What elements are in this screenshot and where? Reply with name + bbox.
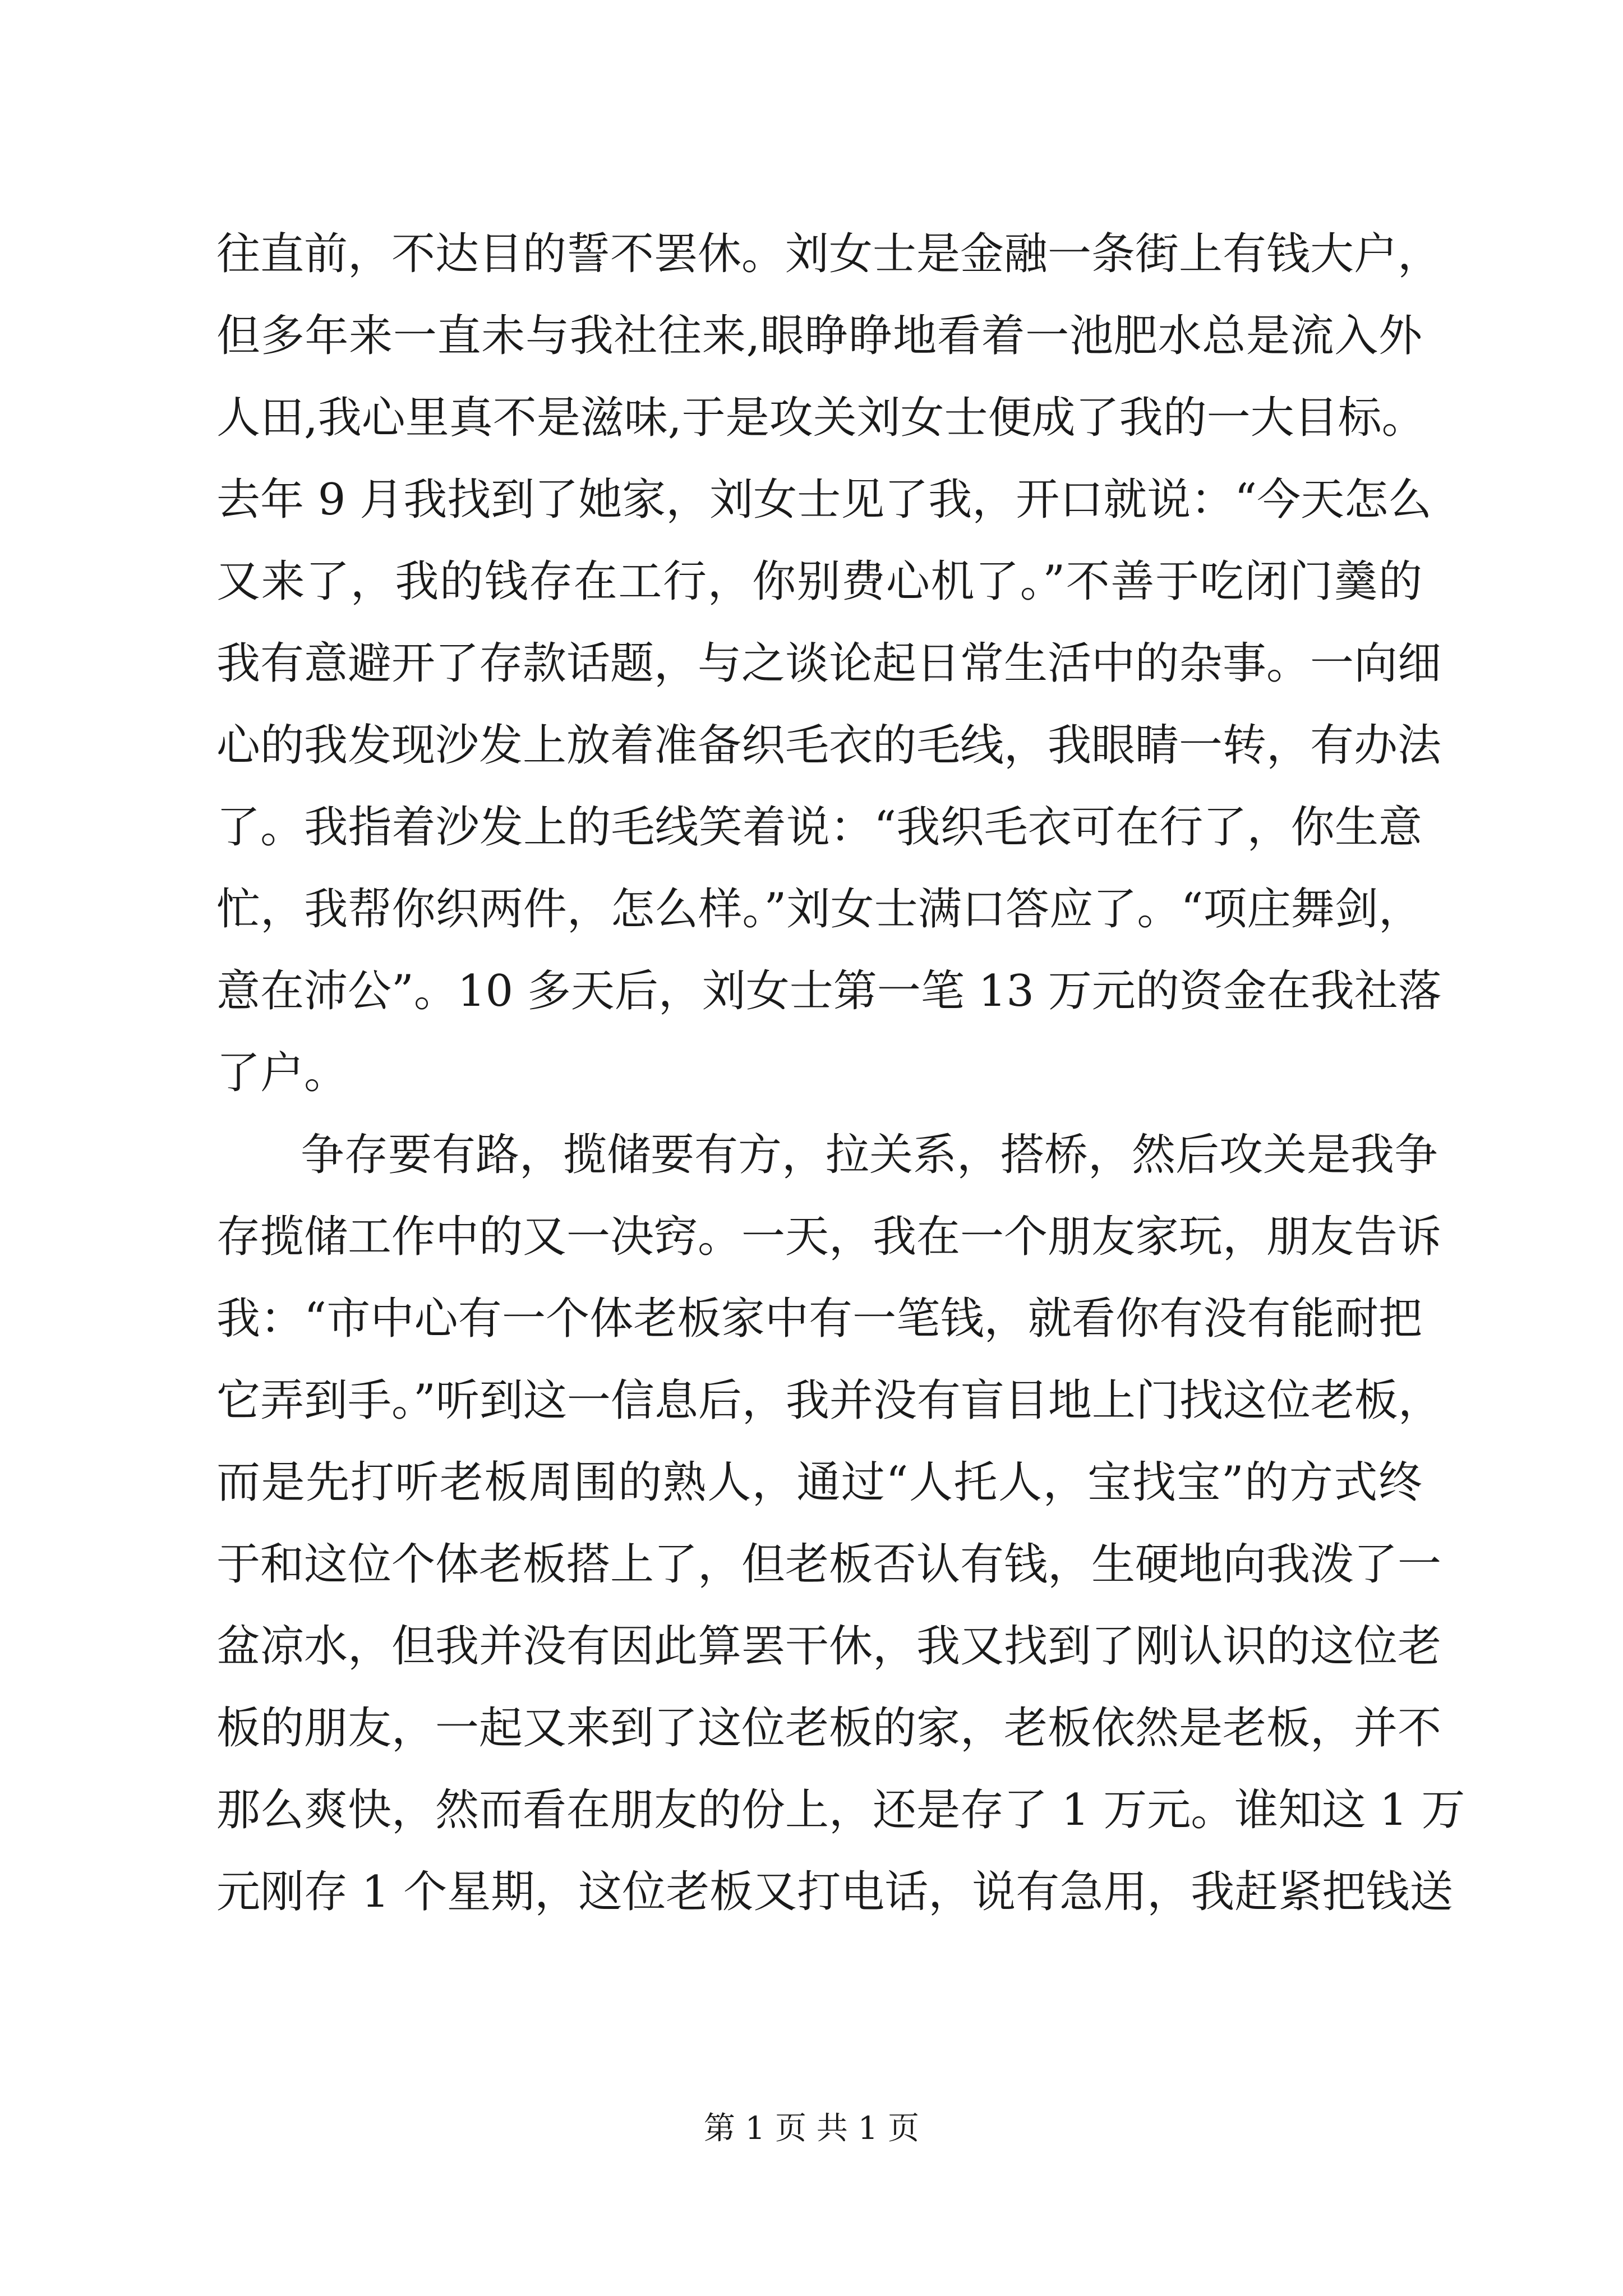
- text-line: 了。我指着沙发上的毛线笑着说：“我织毛衣可在行了，你生意: [216, 802, 1422, 853]
- text-line: 板的朋友，一起又来到了这位老板的家，老板依然是老板，并不: [216, 1703, 1442, 1754]
- text-line: 忙，我帮你织两件，怎么样。”刘女士满口答应了。“项庄舞剑，: [216, 884, 1422, 935]
- text-line: 而是先打听老板周围的熟人，通过“人托人，宝找宝”的方式终: [216, 1457, 1422, 1508]
- text-line: 我：“市中心有一个体老板家中有一笔钱，就看你有没有能耐把: [216, 1294, 1422, 1344]
- text-line: 又来了，我的钱存在工行，你别费心机了。”不善于吃闭门羹的: [216, 556, 1422, 607]
- text-line: 意在沛公”。10 多天后，刘女士第一笔 13 万元的资金在我社落: [216, 966, 1442, 1016]
- text-line: 于和这位个体老板搭上了，但老板否认有钱，生硬地向我泼了一: [216, 1539, 1442, 1590]
- text-line: 去年 9 月我找到了她家，刘女士见了我，开口就说：“今天怎么: [216, 475, 1432, 525]
- page-number-footer: 第 1 页 共 1 页: [703, 2110, 920, 2147]
- body-text: [216, 213, 1465, 1933]
- text-line: 盆凉水，但我并没有因此算罢干休，我又找到了刚认识的这位老: [216, 1621, 1442, 1672]
- text-line: 它弄到手。”听到这一信息后，我并没有盲目地上门找这位老板，: [216, 1375, 1442, 1426]
- text-line: 心的我发现沙发上放着准备织毛衣的毛线，我眼睛一转，有办法: [216, 720, 1442, 771]
- text-line: 人田,我心里真不是滋味,于是攻关刘女士便成了我的一大目标。: [216, 393, 1426, 443]
- text-line: 我有意避开了存款话题，与之谈论起日常生活中的杂事。一向细: [216, 638, 1442, 689]
- text-line: 了户。: [216, 1048, 348, 1098]
- text-line: 存揽储工作中的又一决窍。一天，我在一个朋友家玩，朋友告诉: [216, 1212, 1442, 1262]
- paragraph-start-line: 争存要有路，揽储要有方，拉关系，搭桥，然后攻关是我争: [301, 1130, 1438, 1180]
- text-line: 那么爽快，然而看在朋友的份上，还是存了 1 万元。谁知这 1 万: [216, 1785, 1465, 1835]
- text-line: 但多年来一直未与我社往来,眼睁睁地看着一池肥水总是流入外: [216, 311, 1422, 361]
- text-line: 往直前，不达目的誓不罢休。刘女士是金融一条街上有钱大户，: [216, 229, 1442, 279]
- text-line: 元刚存 1 个星期，这位老板又打电话，说有急用，我赶紧把钱送: [216, 1867, 1454, 1917]
